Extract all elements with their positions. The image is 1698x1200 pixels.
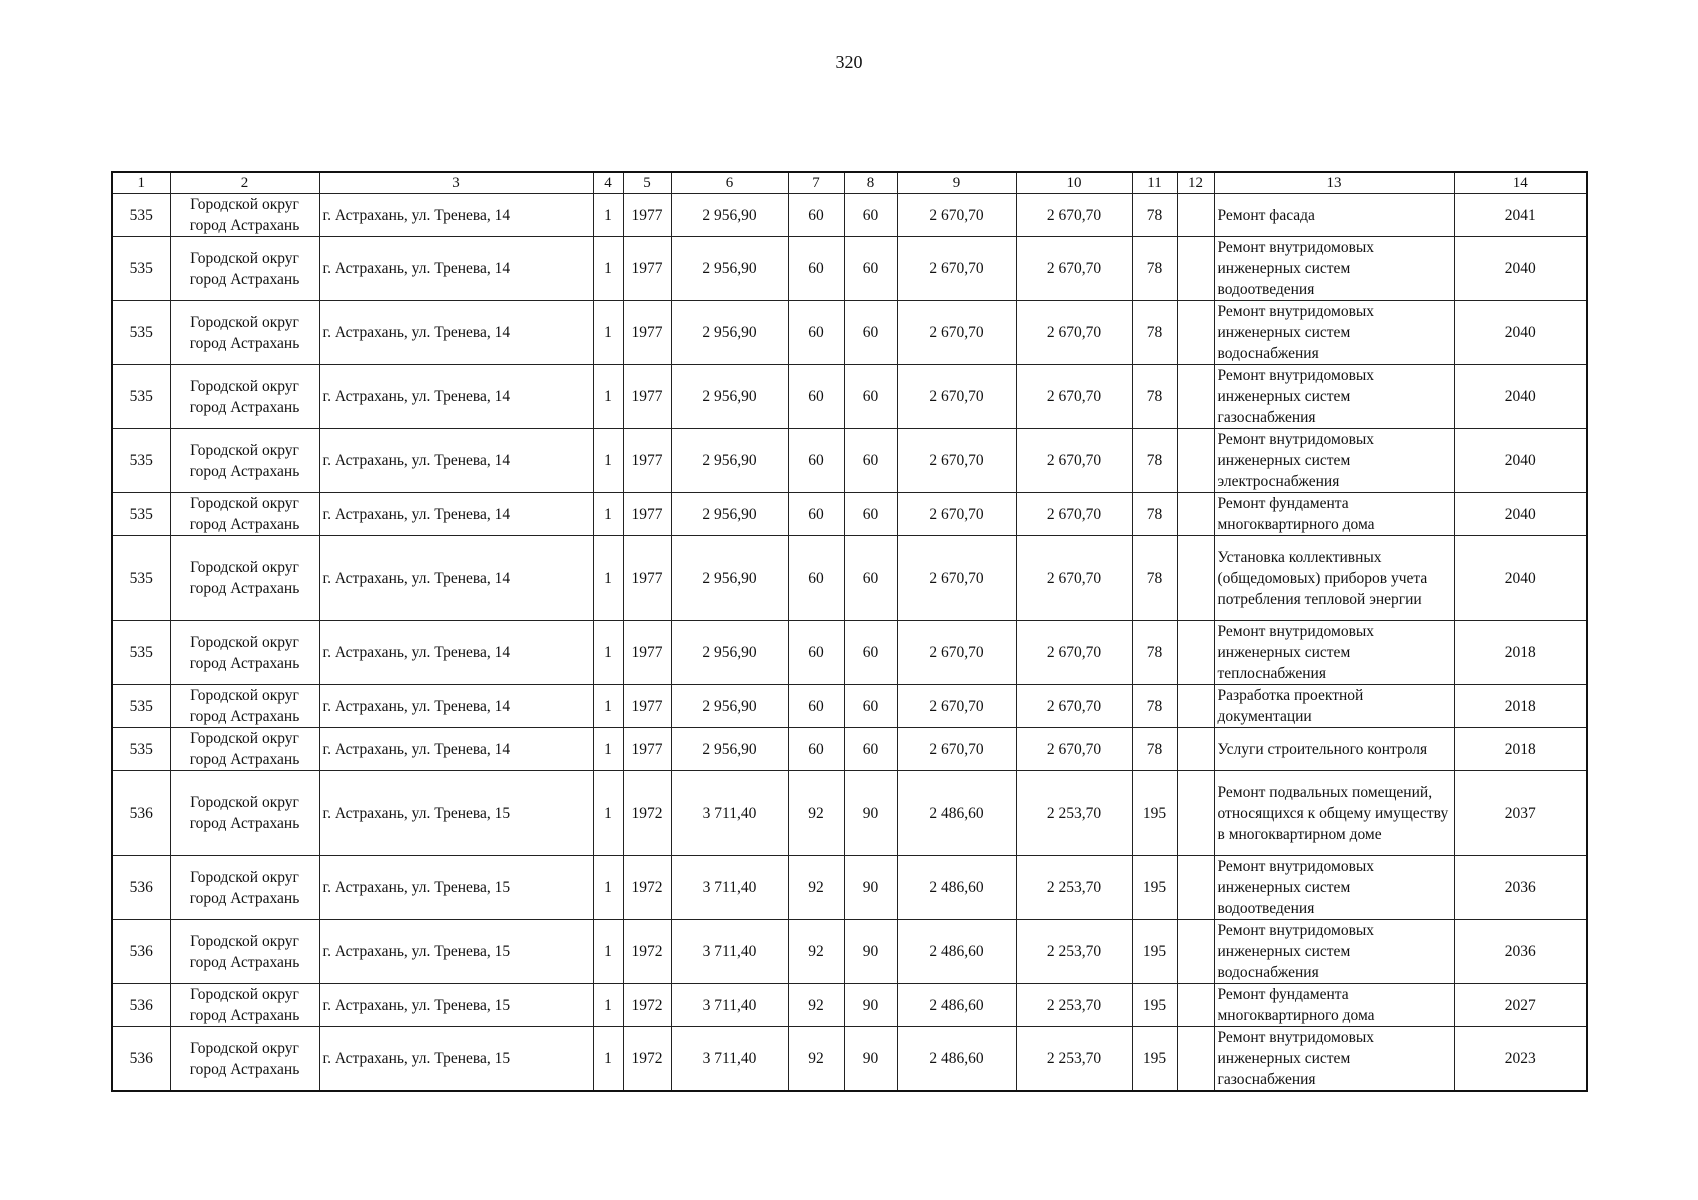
cell-year: 1977	[623, 536, 671, 621]
cell-planned-year: 2040	[1454, 536, 1587, 621]
cell-area-total: 2 956,90	[671, 237, 788, 301]
cell-area-9: 2 486,60	[897, 856, 1016, 920]
cell-col-8: 60	[844, 194, 897, 237]
cell-row-number: 536	[112, 984, 170, 1027]
cell-address: г. Астрахань, ул. Тренева, 14	[319, 194, 593, 237]
cell-area-10: 2 670,70	[1016, 429, 1132, 493]
cell-address: г. Астрахань, ул. Тренева, 14	[319, 536, 593, 621]
cell-address: г. Астрахань, ул. Тренева, 14	[319, 365, 593, 429]
cell-area-total: 2 956,90	[671, 493, 788, 536]
cell-area-9: 2 670,70	[897, 429, 1016, 493]
cell-area-total: 2 956,90	[671, 301, 788, 365]
cell-work-type: Ремонт фундамента многоквартирного дома	[1214, 984, 1454, 1027]
cell-area-total: 3 711,40	[671, 984, 788, 1027]
cell-address: г. Астрахань, ул. Тренева, 14	[319, 237, 593, 301]
cell-planned-year: 2018	[1454, 621, 1587, 685]
cell-col-11: 195	[1132, 1027, 1177, 1092]
cell-col-12	[1177, 728, 1214, 771]
cell-address: г. Астрахань, ул. Тренева, 15	[319, 1027, 593, 1092]
cell-area-10: 2 670,70	[1016, 728, 1132, 771]
cell-col-4: 1	[593, 920, 623, 984]
cell-col-8: 60	[844, 301, 897, 365]
cell-col-4: 1	[593, 856, 623, 920]
cell-row-number: 535	[112, 621, 170, 685]
cell-col-7: 60	[788, 237, 844, 301]
column-header-1: 1	[112, 172, 170, 194]
cell-planned-year: 2037	[1454, 771, 1587, 856]
cell-col-8: 60	[844, 621, 897, 685]
cell-area-9: 2 486,60	[897, 920, 1016, 984]
cell-area-9: 2 486,60	[897, 771, 1016, 856]
cell-col-4: 1	[593, 984, 623, 1027]
cell-row-number: 535	[112, 194, 170, 237]
cell-year: 1977	[623, 365, 671, 429]
table-body	[112, 194, 1587, 1092]
cell-year: 1977	[623, 301, 671, 365]
cell-col-4: 1	[593, 429, 623, 493]
cell-col-12	[1177, 429, 1214, 493]
column-header-2: 2	[170, 172, 319, 194]
cell-area-9: 2 670,70	[897, 728, 1016, 771]
table-row	[112, 685, 1587, 728]
cell-row-number: 535	[112, 429, 170, 493]
cell-area-10: 2 253,70	[1016, 1027, 1132, 1092]
cell-col-8: 60	[844, 429, 897, 493]
cell-municipality: Городской округ город Астрахань	[170, 194, 319, 237]
cell-area-10: 2 670,70	[1016, 493, 1132, 536]
table-row	[112, 429, 1587, 493]
cell-area-9: 2 670,70	[897, 194, 1016, 237]
cell-col-11: 78	[1132, 301, 1177, 365]
cell-year: 1972	[623, 771, 671, 856]
cell-row-number: 536	[112, 920, 170, 984]
cell-municipality: Городской округ город Астрахань	[170, 237, 319, 301]
cell-planned-year: 2018	[1454, 728, 1587, 771]
cell-row-number: 536	[112, 771, 170, 856]
cell-col-11: 78	[1132, 685, 1177, 728]
cell-col-8: 60	[844, 728, 897, 771]
cell-col-12	[1177, 365, 1214, 429]
cell-col-4: 1	[593, 194, 623, 237]
cell-address: г. Астрахань, ул. Тренева, 15	[319, 771, 593, 856]
cell-row-number: 535	[112, 237, 170, 301]
cell-col-7: 60	[788, 429, 844, 493]
cell-work-type: Ремонт внутридомовых инженерных систем водоснабжения	[1214, 920, 1454, 984]
table-row	[112, 536, 1587, 621]
cell-planned-year: 2040	[1454, 237, 1587, 301]
column-header-11: 11	[1132, 172, 1177, 194]
cell-municipality: Городской округ город Астрахань	[170, 365, 319, 429]
header-row	[112, 172, 1587, 194]
table-row	[112, 194, 1587, 237]
table-row	[112, 621, 1587, 685]
cell-year: 1972	[623, 856, 671, 920]
cell-address: г. Астрахань, ул. Тренева, 15	[319, 984, 593, 1027]
cell-work-type: Ремонт внутридомовых инженерных систем газоснабжения	[1214, 365, 1454, 429]
cell-col-4: 1	[593, 493, 623, 536]
column-header-10: 10	[1016, 172, 1132, 194]
column-header-14: 14	[1454, 172, 1587, 194]
cell-col-7: 60	[788, 536, 844, 621]
cell-col-4: 1	[593, 1027, 623, 1092]
cell-col-8: 60	[844, 493, 897, 536]
cell-col-7: 92	[788, 984, 844, 1027]
table-row	[112, 301, 1587, 365]
column-header-8: 8	[844, 172, 897, 194]
cell-work-type: Ремонт внутридомовых инженерных систем теплоснабжения	[1214, 621, 1454, 685]
column-header-7: 7	[788, 172, 844, 194]
cell-planned-year: 2040	[1454, 429, 1587, 493]
cell-work-type: Услуги строительного контроля	[1214, 728, 1454, 771]
cell-col-12	[1177, 493, 1214, 536]
cell-area-10: 2 253,70	[1016, 771, 1132, 856]
cell-row-number: 536	[112, 856, 170, 920]
cell-col-7: 60	[788, 365, 844, 429]
cell-area-10: 2 670,70	[1016, 685, 1132, 728]
cell-col-7: 60	[788, 194, 844, 237]
cell-col-8: 60	[844, 685, 897, 728]
table-row	[112, 365, 1587, 429]
cell-col-12	[1177, 685, 1214, 728]
cell-col-7: 92	[788, 920, 844, 984]
cell-col-12	[1177, 771, 1214, 856]
cell-municipality: Городской округ город Астрахань	[170, 771, 319, 856]
cell-col-11: 78	[1132, 365, 1177, 429]
cell-municipality: Городской округ город Астрахань	[170, 685, 319, 728]
cell-planned-year: 2040	[1454, 301, 1587, 365]
cell-col-8: 90	[844, 920, 897, 984]
cell-year: 1977	[623, 685, 671, 728]
cell-area-total: 2 956,90	[671, 728, 788, 771]
cell-col-12	[1177, 621, 1214, 685]
table-row	[112, 493, 1587, 536]
table-row	[112, 728, 1587, 771]
cell-col-11: 78	[1132, 429, 1177, 493]
cell-col-4: 1	[593, 771, 623, 856]
cell-year: 1977	[623, 728, 671, 771]
data-table	[111, 171, 1588, 1092]
cell-col-11: 195	[1132, 856, 1177, 920]
cell-row-number: 535	[112, 493, 170, 536]
table-row	[112, 856, 1587, 920]
cell-address: г. Астрахань, ул. Тренева, 14	[319, 621, 593, 685]
cell-col-11: 195	[1132, 920, 1177, 984]
cell-area-9: 2 486,60	[897, 1027, 1016, 1092]
cell-col-11: 78	[1132, 728, 1177, 771]
cell-work-type: Ремонт внутридомовых инженерных систем водоотведения	[1214, 856, 1454, 920]
cell-col-11: 195	[1132, 984, 1177, 1027]
cell-col-7: 60	[788, 685, 844, 728]
cell-col-8: 60	[844, 536, 897, 621]
cell-col-7: 60	[788, 728, 844, 771]
cell-municipality: Городской округ город Астрахань	[170, 621, 319, 685]
cell-col-4: 1	[593, 728, 623, 771]
cell-address: г. Астрахань, ул. Тренева, 15	[319, 856, 593, 920]
cell-col-7: 92	[788, 1027, 844, 1092]
cell-area-10: 2 253,70	[1016, 856, 1132, 920]
cell-area-9: 2 670,70	[897, 621, 1016, 685]
cell-area-total: 3 711,40	[671, 920, 788, 984]
cell-col-8: 90	[844, 1027, 897, 1092]
cell-municipality: Городской округ город Астрахань	[170, 856, 319, 920]
cell-area-9: 2 670,70	[897, 237, 1016, 301]
cell-work-type: Разработка проектной документации	[1214, 685, 1454, 728]
cell-work-type: Ремонт внутридомовых инженерных систем водоотведения	[1214, 237, 1454, 301]
cell-municipality: Городской округ город Астрахань	[170, 301, 319, 365]
cell-col-7: 60	[788, 301, 844, 365]
page-number: 320	[835, 52, 863, 72]
column-header-3: 3	[319, 172, 593, 194]
table-row	[112, 771, 1587, 856]
cell-area-10: 2 670,70	[1016, 301, 1132, 365]
cell-row-number: 535	[112, 301, 170, 365]
cell-row-number: 535	[112, 365, 170, 429]
column-header-4: 4	[593, 172, 623, 194]
cell-col-7: 92	[788, 771, 844, 856]
cell-work-type: Установка коллективных (общедомовых) приборов учета потребления тепловой энергии	[1214, 536, 1454, 621]
column-header-12: 12	[1177, 172, 1214, 194]
cell-address: г. Астрахань, ул. Тренева, 14	[319, 728, 593, 771]
column-header-6: 6	[671, 172, 788, 194]
table-row	[112, 1027, 1587, 1092]
cell-municipality: Городской округ город Астрахань	[170, 728, 319, 771]
cell-col-12	[1177, 237, 1214, 301]
cell-row-number: 535	[112, 536, 170, 621]
cell-area-total: 2 956,90	[671, 365, 788, 429]
cell-row-number: 535	[112, 685, 170, 728]
cell-work-type: Ремонт фасада	[1214, 194, 1454, 237]
table-row	[112, 920, 1587, 984]
cell-work-type: Ремонт внутридомовых инженерных систем электроснабжения	[1214, 429, 1454, 493]
cell-year: 1977	[623, 237, 671, 301]
cell-year: 1977	[623, 429, 671, 493]
cell-row-number: 535	[112, 728, 170, 771]
cell-planned-year: 2036	[1454, 920, 1587, 984]
cell-col-8: 60	[844, 237, 897, 301]
cell-municipality: Городской округ город Астрахань	[170, 1027, 319, 1092]
cell-area-10: 2 253,70	[1016, 920, 1132, 984]
cell-address: г. Астрахань, ул. Тренева, 14	[319, 429, 593, 493]
table-header	[112, 172, 1587, 194]
cell-year: 1972	[623, 920, 671, 984]
cell-municipality: Городской округ город Астрахань	[170, 493, 319, 536]
cell-area-9: 2 486,60	[897, 984, 1016, 1027]
cell-area-9: 2 670,70	[897, 536, 1016, 621]
cell-area-9: 2 670,70	[897, 301, 1016, 365]
cell-address: г. Астрахань, ул. Тренева, 14	[319, 493, 593, 536]
cell-year: 1972	[623, 984, 671, 1027]
cell-col-12	[1177, 1027, 1214, 1092]
cell-row-number: 536	[112, 1027, 170, 1092]
cell-col-4: 1	[593, 621, 623, 685]
cell-address: г. Астрахань, ул. Тренева, 14	[319, 301, 593, 365]
cell-col-11: 78	[1132, 493, 1177, 536]
cell-area-10: 2 670,70	[1016, 621, 1132, 685]
cell-col-7: 60	[788, 493, 844, 536]
cell-col-8: 90	[844, 856, 897, 920]
cell-area-total: 2 956,90	[671, 536, 788, 621]
cell-area-total: 3 711,40	[671, 856, 788, 920]
cell-col-7: 60	[788, 621, 844, 685]
cell-planned-year: 2023	[1454, 1027, 1587, 1092]
cell-municipality: Городской округ город Астрахань	[170, 429, 319, 493]
cell-municipality: Городской округ город Астрахань	[170, 920, 319, 984]
cell-area-9: 2 670,70	[897, 493, 1016, 536]
cell-col-7: 92	[788, 856, 844, 920]
cell-area-10: 2 670,70	[1016, 536, 1132, 621]
cell-col-4: 1	[593, 685, 623, 728]
cell-col-4: 1	[593, 365, 623, 429]
cell-area-10: 2 670,70	[1016, 194, 1132, 237]
cell-area-total: 3 711,40	[671, 1027, 788, 1092]
cell-col-11: 78	[1132, 237, 1177, 301]
cell-col-11: 78	[1132, 194, 1177, 237]
cell-col-12	[1177, 301, 1214, 365]
column-header-13: 13	[1214, 172, 1454, 194]
cell-address: г. Астрахань, ул. Тренева, 15	[319, 920, 593, 984]
cell-col-12	[1177, 920, 1214, 984]
cell-area-total: 2 956,90	[671, 429, 788, 493]
cell-work-type: Ремонт внутридомовых инженерных систем водоснабжения	[1214, 301, 1454, 365]
cell-area-9: 2 670,70	[897, 365, 1016, 429]
cell-col-8: 90	[844, 771, 897, 856]
cell-col-12	[1177, 984, 1214, 1027]
column-header-5: 5	[623, 172, 671, 194]
cell-col-8: 60	[844, 365, 897, 429]
cell-area-9: 2 670,70	[897, 685, 1016, 728]
cell-planned-year: 2018	[1454, 685, 1587, 728]
cell-planned-year: 2036	[1454, 856, 1587, 920]
cell-area-10: 2 670,70	[1016, 237, 1132, 301]
cell-col-12	[1177, 536, 1214, 621]
cell-col-11: 195	[1132, 771, 1177, 856]
cell-col-12	[1177, 194, 1214, 237]
cell-area-total: 2 956,90	[671, 621, 788, 685]
cell-planned-year: 2041	[1454, 194, 1587, 237]
cell-year: 1977	[623, 493, 671, 536]
cell-year: 1972	[623, 1027, 671, 1092]
cell-work-type: Ремонт фундамента многоквартирного дома	[1214, 493, 1454, 536]
column-header-9: 9	[897, 172, 1016, 194]
cell-area-total: 2 956,90	[671, 685, 788, 728]
cell-year: 1977	[623, 194, 671, 237]
cell-address: г. Астрахань, ул. Тренева, 14	[319, 685, 593, 728]
cell-col-12	[1177, 856, 1214, 920]
cell-col-4: 1	[593, 237, 623, 301]
cell-col-4: 1	[593, 301, 623, 365]
cell-col-11: 78	[1132, 621, 1177, 685]
table-row	[112, 984, 1587, 1027]
cell-municipality: Городской округ город Астрахань	[170, 536, 319, 621]
cell-planned-year: 2040	[1454, 493, 1587, 536]
cell-planned-year: 2027	[1454, 984, 1587, 1027]
cell-planned-year: 2040	[1454, 365, 1587, 429]
cell-municipality: Городской округ город Астрахань	[170, 984, 319, 1027]
cell-work-type: Ремонт внутридомовых инженерных систем газоснабжения	[1214, 1027, 1454, 1092]
cell-area-total: 3 711,40	[671, 771, 788, 856]
cell-area-10: 2 670,70	[1016, 365, 1132, 429]
table-row	[112, 237, 1587, 301]
cell-year: 1977	[623, 621, 671, 685]
cell-col-8: 90	[844, 984, 897, 1027]
cell-work-type: Ремонт подвальных помещений, относящихся к общему имуществу в многоквартирном доме	[1214, 771, 1454, 856]
cell-area-total: 2 956,90	[671, 194, 788, 237]
cell-col-4: 1	[593, 536, 623, 621]
cell-area-10: 2 253,70	[1016, 984, 1132, 1027]
cell-col-11: 78	[1132, 536, 1177, 621]
